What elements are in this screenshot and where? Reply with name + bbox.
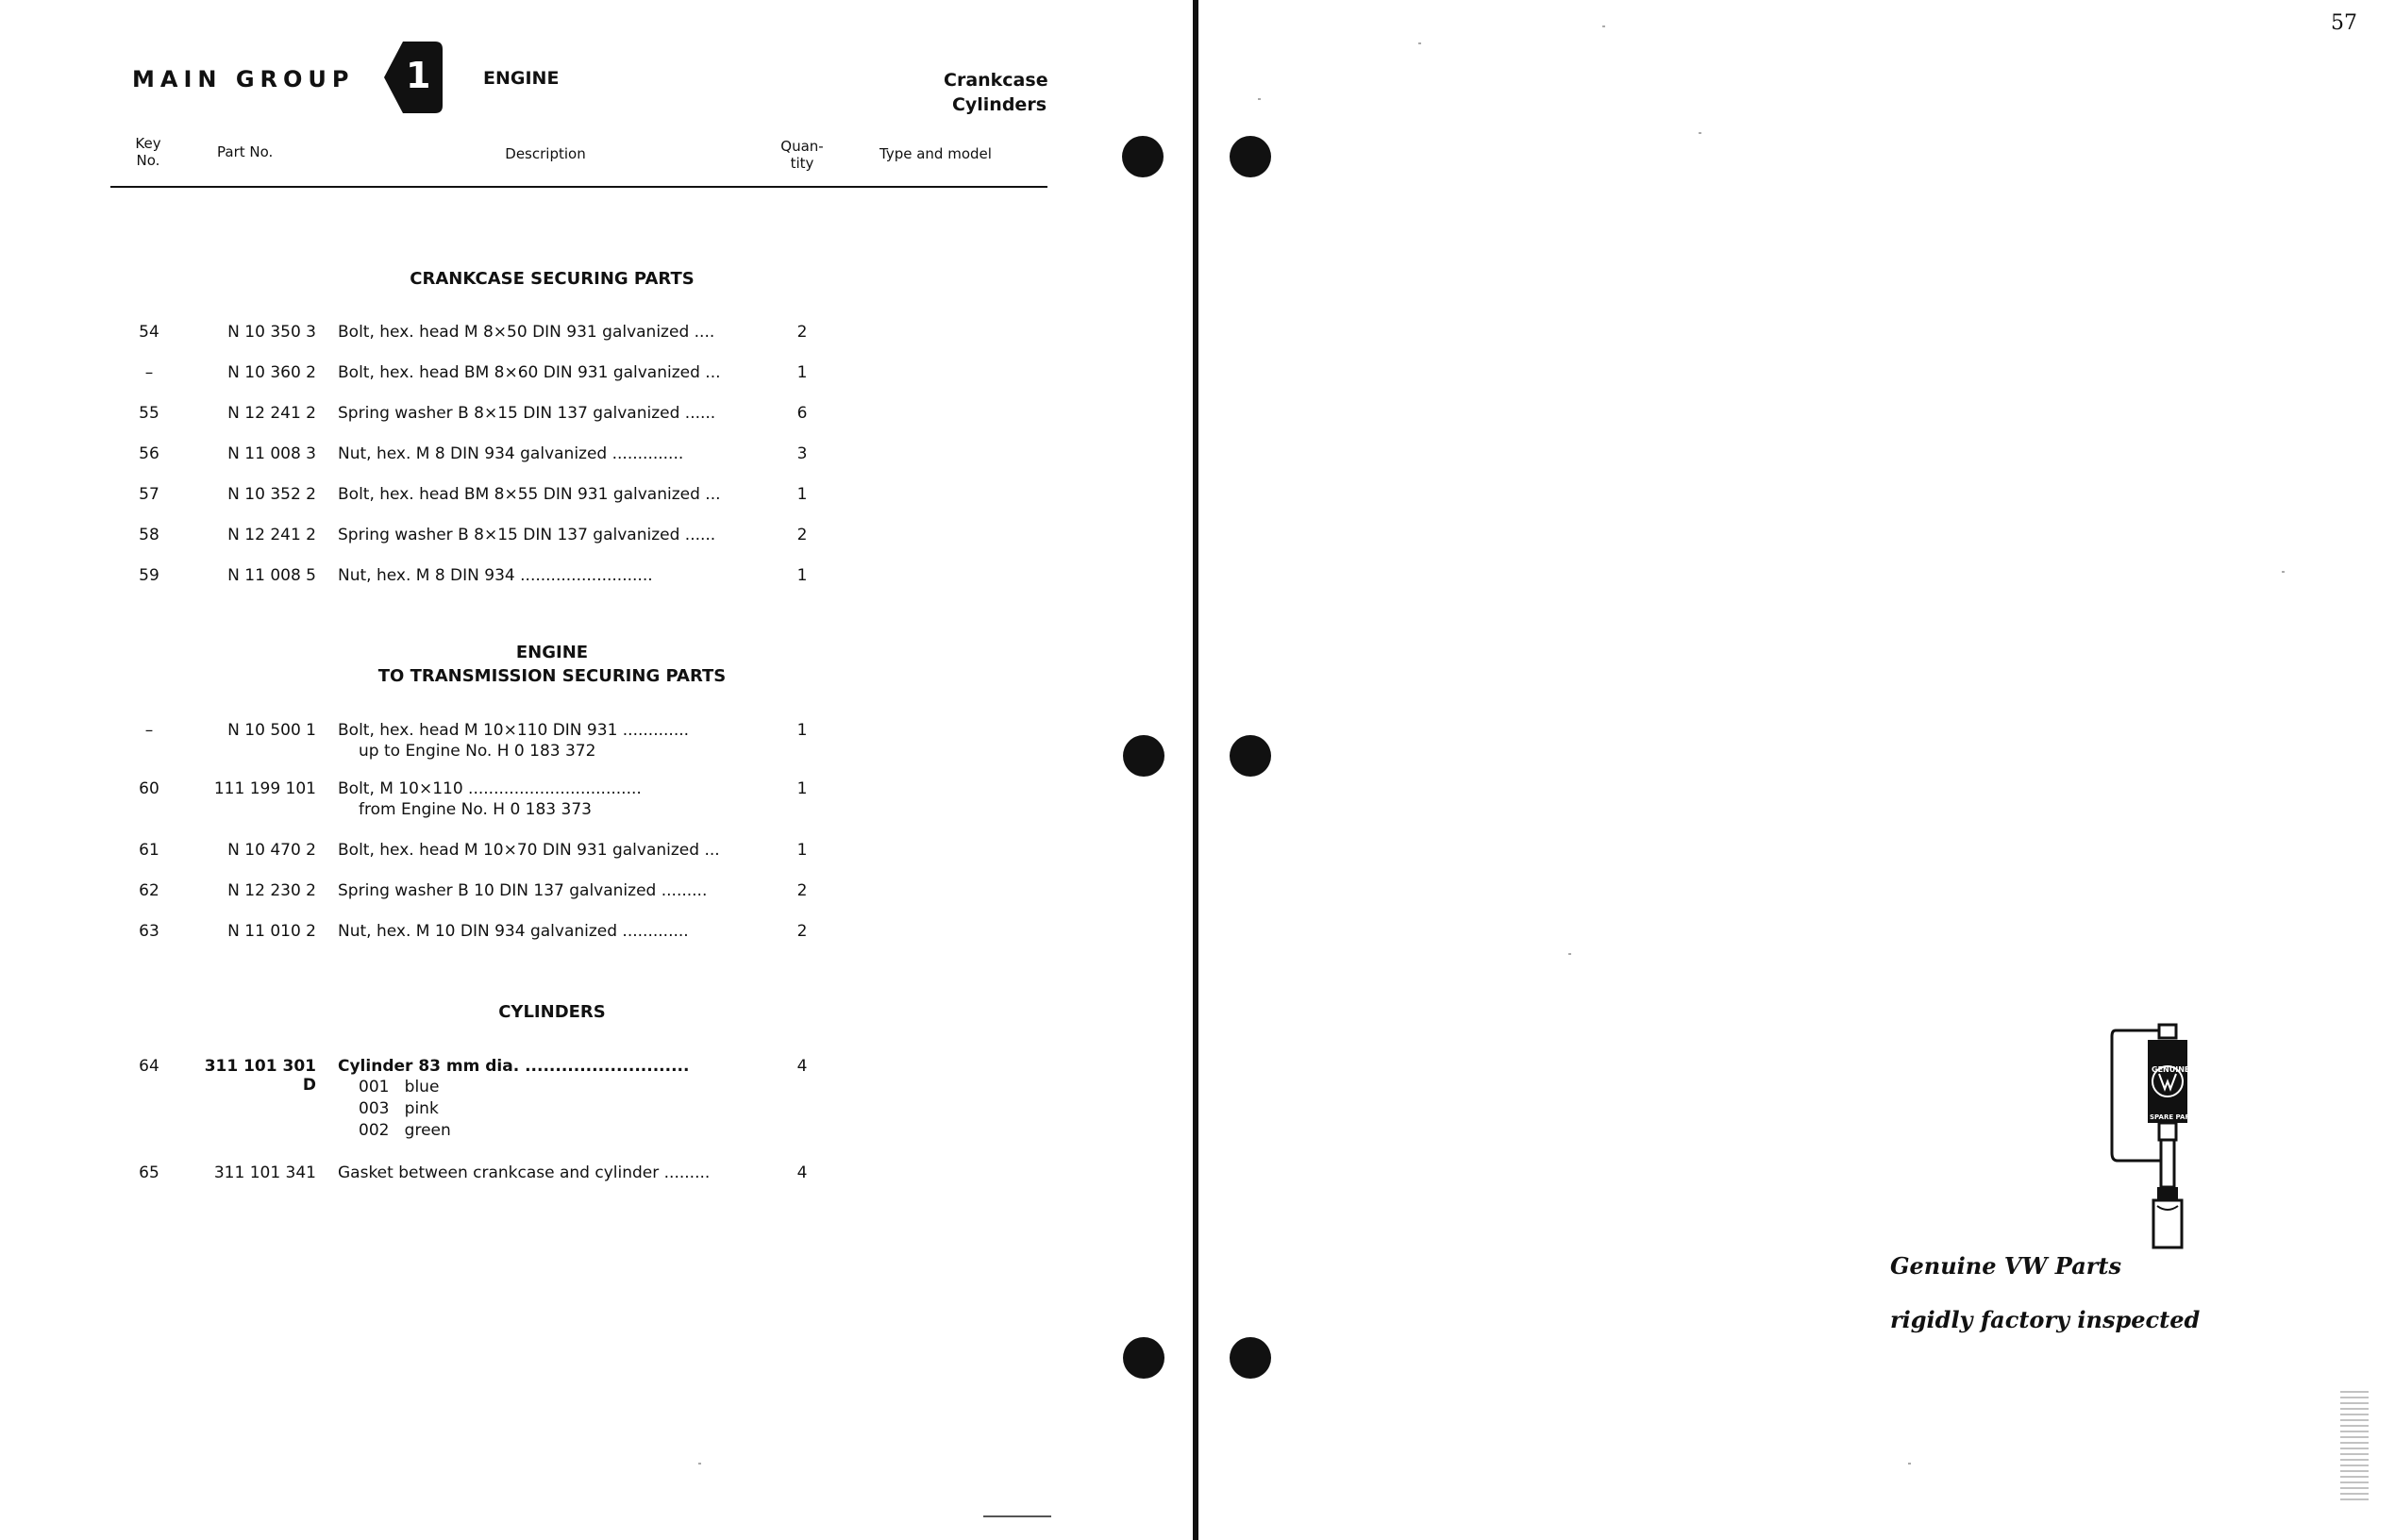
page-spine [1193, 0, 1198, 1540]
row-quantity: 2 [796, 881, 808, 900]
row-part-number: N 10 350 3 [227, 323, 316, 342]
binder-hole [1230, 735, 1271, 777]
scan-speck [1568, 953, 1571, 955]
scan-speck [1602, 25, 1605, 27]
main-group-label: MAIN GROUP [132, 66, 355, 92]
row-description: Bolt, hex. head M 10×70 DIN 931 galvanized ... [338, 841, 720, 860]
row-quantity: 2 [796, 323, 808, 342]
row-part-number: N 11 008 5 [227, 566, 316, 585]
section-title-line: TO TRANSMISSION SECURING PARTS [377, 666, 727, 686]
row-part-number: 311 101 301 D [204, 1057, 316, 1095]
row-key: 63 [139, 922, 159, 941]
section-title-line: ENGINE [515, 643, 589, 662]
slogan-factory-inspected: rigidly factory inspected [1890, 1306, 2201, 1333]
row-part-number: 111 199 101 [213, 779, 316, 798]
row-description: Spring washer B 8×15 DIN 137 galvanized ...... [338, 526, 716, 544]
emblem-top-text: GENUINE [2152, 1065, 2190, 1074]
group-number: 1 [406, 55, 431, 96]
section-title-engine-transmission [363, 641, 741, 688]
row-color-variant: 003 pink [359, 1099, 439, 1118]
section-title-line: CYLINDERS [498, 1002, 606, 1022]
section-title-line: CRANKCASE SECURING PARTS [410, 269, 695, 289]
row-quantity: 4 [796, 1057, 808, 1076]
row-description: Bolt, hex. head M 10×110 DIN 931 ............. [338, 721, 690, 740]
scan-speck [1418, 42, 1421, 44]
row-quantity: 2 [796, 526, 808, 544]
scan-speck [698, 1463, 701, 1465]
row-key: 61 [139, 841, 159, 860]
binder-hole [1122, 136, 1164, 177]
row-key: 58 [139, 526, 159, 544]
slogan-genuine-vw-parts: Genuine VW Parts [1890, 1252, 2121, 1280]
column-header-key-line1: Key [135, 135, 161, 152]
binder-hole [1230, 1337, 1271, 1379]
row-part-number: N 10 360 2 [227, 363, 316, 382]
column-header-qty-line2: tity [790, 155, 814, 172]
row-part-number: N 10 470 2 [227, 841, 316, 860]
row-quantity: 1 [796, 363, 808, 382]
row-quantity: 3 [796, 444, 808, 463]
row-description: Nut, hex. M 8 DIN 934 .......................... [338, 566, 653, 585]
row-description: Gasket between crankcase and cylinder ......... [338, 1163, 711, 1182]
row-note: up to Engine No. H 0 183 372 [359, 742, 596, 761]
row-description: Spring washer B 8×15 DIN 137 galvanized ...... [338, 404, 716, 423]
vw-genuine-parts-emblem [2104, 1019, 2208, 1283]
section-title-cylinders [363, 1000, 741, 1024]
column-header-qty-line1: Quan- [780, 138, 824, 155]
column-header-key [125, 135, 172, 169]
scan-speck [2282, 571, 2285, 573]
emblem-bottom-text: SPARE PARTS [2150, 1113, 2200, 1121]
row-color-variant: 002 green [359, 1121, 451, 1140]
footer-mark [983, 1515, 1051, 1517]
row-description: Bolt, hex. head BM 8×60 DIN 931 galvanized ... [338, 363, 721, 382]
row-description: Bolt, hex. head M 8×50 DIN 931 galvanized .... [338, 323, 715, 342]
row-part-number: N 10 352 2 [227, 485, 316, 504]
row-description: Nut, hex. M 10 DIN 934 galvanized ............. [338, 922, 689, 941]
scan-speck [1699, 132, 1701, 134]
row-part-number: N 12 241 2 [227, 404, 316, 423]
scan-speck [1908, 1463, 1911, 1465]
row-color-variant: 001 blue [359, 1078, 440, 1096]
binder-hole [1230, 136, 1271, 177]
row-description: Nut, hex. M 8 DIN 934 galvanized .............. [338, 444, 684, 463]
row-key: 57 [139, 485, 159, 504]
row-quantity: 1 [796, 721, 808, 740]
row-quantity: 2 [796, 922, 808, 941]
row-quantity: 1 [796, 485, 808, 504]
row-part-number: 311 101 341 [213, 1163, 316, 1182]
row-description: Bolt, M 10×110 .................................. [338, 779, 642, 798]
column-header-key-line2: No. [136, 152, 160, 169]
row-key: 65 [139, 1163, 159, 1182]
row-key: 54 [139, 323, 159, 342]
row-quantity: 1 [796, 566, 808, 585]
row-key: 64 [139, 1057, 159, 1076]
row-key: – [144, 363, 154, 382]
row-description: Spring washer B 10 DIN 137 galvanized ......... [338, 881, 708, 900]
row-note: from Engine No. H 0 183 373 [359, 800, 592, 819]
row-key: 59 [139, 566, 159, 585]
row-key: – [144, 721, 154, 740]
scan-noise [2340, 1387, 2369, 1500]
row-quantity: 6 [796, 404, 808, 423]
binder-hole [1123, 1337, 1164, 1379]
row-description: Bolt, hex. head BM 8×55 DIN 931 galvanized ... [338, 485, 721, 504]
row-key: 62 [139, 881, 159, 900]
row-key: 60 [139, 779, 159, 798]
group-name: ENGINE [483, 68, 560, 89]
row-key: 56 [139, 444, 159, 463]
row-part-number: N 11 010 2 [227, 922, 316, 941]
section-title-crankcase-securing [363, 267, 741, 291]
row-quantity: 1 [796, 841, 808, 860]
page-number: 57 [2331, 11, 2357, 35]
column-header-part: Part No. [217, 143, 274, 160]
column-header-quantity [774, 138, 830, 172]
binder-hole [1123, 735, 1164, 777]
scan-speck [1258, 98, 1261, 100]
column-header-type: Type and model [879, 145, 992, 162]
row-quantity: 1 [796, 779, 808, 798]
column-header-description: Description [505, 145, 586, 162]
subtitle-cylinders: Cylinders [951, 94, 1047, 115]
header-rule [110, 186, 1047, 188]
row-key: 55 [139, 404, 159, 423]
row-part-number: N 12 230 2 [227, 881, 316, 900]
row-part-number: N 11 008 3 [227, 444, 316, 463]
row-part-number: N 12 241 2 [227, 526, 316, 544]
subtitle-crankcase: Crankcase [944, 70, 1048, 91]
row-quantity: 4 [796, 1163, 808, 1182]
left-page [0, 0, 1195, 1540]
row-part-number: N 10 500 1 [227, 721, 316, 740]
row-description: Cylinder 83 mm dia. ........................... [338, 1057, 690, 1076]
